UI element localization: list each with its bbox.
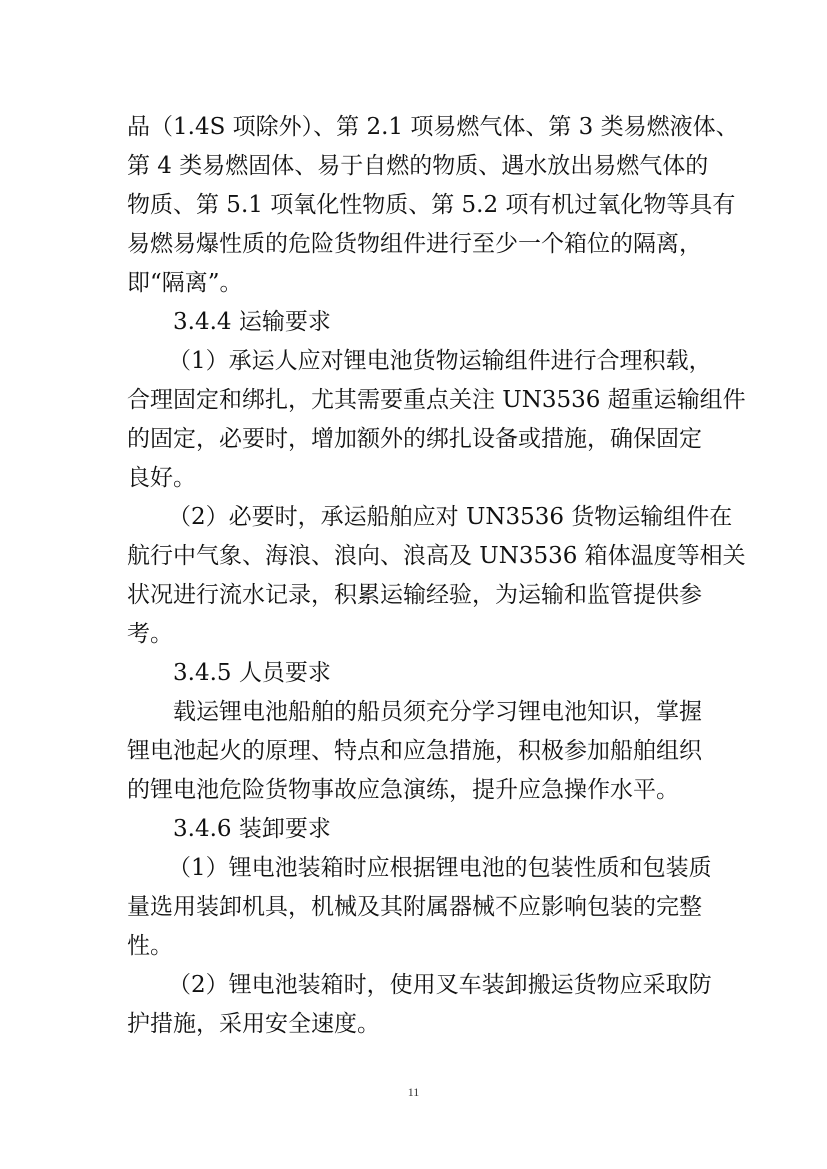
text-line: 第 4 类易燃固体、易于自燃的物质、遇水放出易燃气体的 xyxy=(127,153,709,179)
text-line: 性。 xyxy=(127,933,173,959)
text-line: （2）必要时，承运船舶应对 UN3536 货物运输组件在 xyxy=(168,504,733,530)
text-line: （1）锂电池装箱时应根据锂电池的包装性质和包装质 xyxy=(168,855,712,881)
text-line: 良好。 xyxy=(127,465,196,491)
text-line: 易燃易爆性质的危险货物组件进行至少一个箱位的隔离， xyxy=(127,231,702,257)
text-line: 的固定，必要时，增加额外的绑扎设备或措施，确保固定 xyxy=(127,426,702,452)
text-line: （1）承运人应对锂电池货物运输组件进行合理积载， xyxy=(168,348,712,374)
text-line: 考。 xyxy=(127,621,173,647)
page-number: 11 xyxy=(407,1085,420,1099)
text-line: 品（1.4S 项除外）、第 2.1 项易燃气体、第 3 类易燃液体、 xyxy=(127,114,739,140)
text-line: 的锂电池危险货物事故应急演练，提升应急操作水平。 xyxy=(127,777,679,803)
text-line: 载运锂电池船舶的船员须充分学习锂电池知识，掌握 xyxy=(173,699,702,725)
text-line: 物质、第 5.1 项氧化性物质、第 5.2 项有机过氧化物等具有 xyxy=(127,192,736,218)
section-heading: 3.4.5 人员要求 xyxy=(173,660,331,686)
text-line: 即“隔离”。 xyxy=(127,270,243,296)
text-line: 合理固定和绑扎，尤其需要重点关注 UN3536 超重运输组件 xyxy=(127,387,746,413)
text-line: 航行中气象、海浪、浪向、浪高及 UN3536 箱体温度等相关 xyxy=(127,543,746,569)
text-line: 锂电池起火的原理、特点和应急措施，积极参加船舶组织 xyxy=(127,738,702,764)
section-heading: 3.4.4 运输要求 xyxy=(173,309,331,335)
text-line: （2）锂电池装箱时，使用叉车装卸搬运货物应采取防 xyxy=(168,972,712,998)
section-heading: 3.4.6 装卸要求 xyxy=(173,816,331,842)
text-line: 状况进行流水记录，积累运输经验，为运输和监管提供参 xyxy=(127,582,702,608)
text-line: 量选用装卸机具，机械及其附属器械不应影响包装的完整 xyxy=(127,894,702,920)
text-line: 护措施，采用安全速度。 xyxy=(127,1011,380,1037)
